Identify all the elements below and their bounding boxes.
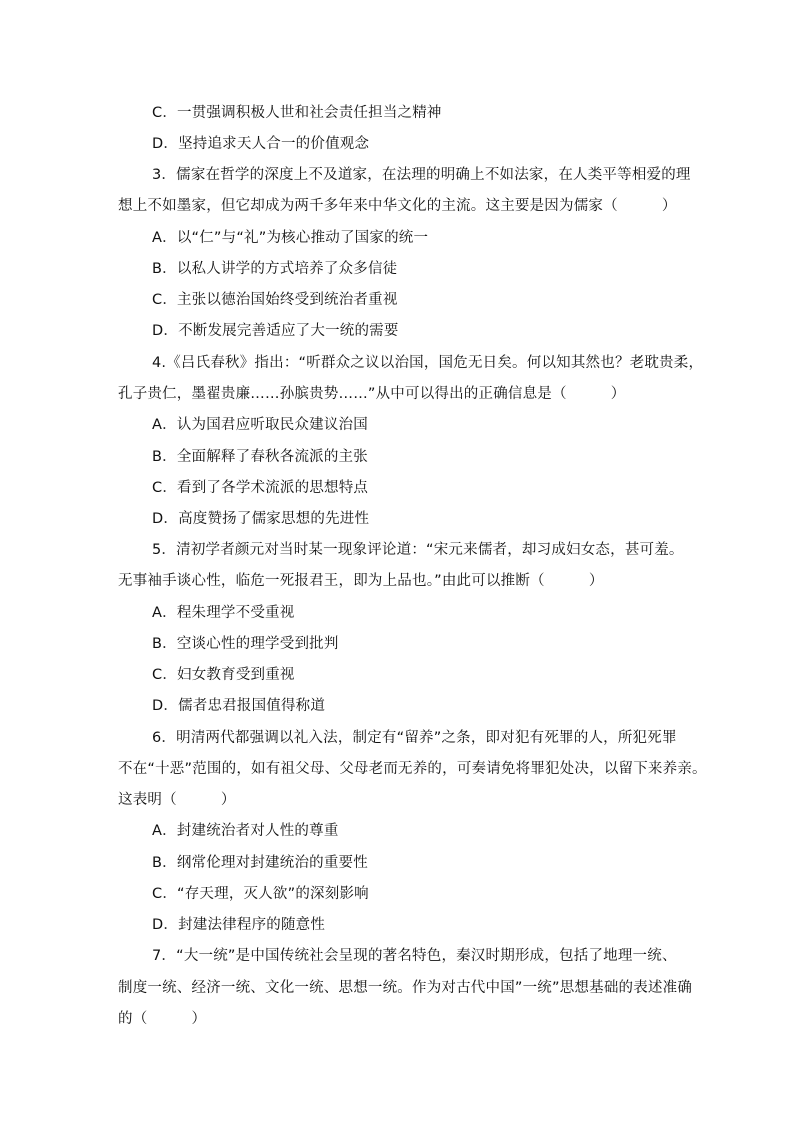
option-d-q4: D．高度赞扬了儒家思想的先进性	[152, 511, 370, 527]
question-7-line-3: 的（ ）	[118, 1011, 207, 1027]
question-6-line-1: 6．明清两代都强调以礼入法，制定有“留养”之条，即对犯有死罪的人，所犯死罪	[152, 730, 677, 746]
option-b-q3: B．以私人讲学的方式培养了众多信徒	[152, 261, 398, 277]
option-a-q6: A．封建统治者对人性的尊重	[152, 823, 339, 839]
option-a-q3: A．以“仁”与“礼”为核心推动了国家的统一	[152, 230, 429, 246]
option-a-q4: A．认为国君应听取民众建议治国	[152, 417, 368, 433]
question-3-line-2: 想上不如墨家，但它却成为两千多年来中华文化的主流。这主要是因为儒家（ ）	[118, 198, 677, 214]
option-c-q6: C．“存天理，灭人欲”的深刻影响	[152, 886, 369, 902]
option-b-q5: B．空谈心性的理学受到批判	[152, 636, 339, 652]
question-6-line-2: 不在“十恶”范围的，如有祖父母、父母老而无养的，可奏请免将罪犯处决，以留下来养亲。	[118, 761, 707, 777]
question-7-line-1: 7．“大一统”是中国传统社会呈现的著名特色，秦汉时期形成，包括了地理一统、	[152, 948, 677, 964]
option-c-q3: C．主张以德治国始终受到统治者重视	[152, 292, 398, 308]
option-d-q6: D．封建法律程序的随意性	[152, 917, 326, 933]
question-5-line-2: 无事袖手谈心性，临危一死报君王，即为上品也。”由此可以推断（ ）	[118, 573, 604, 589]
question-4-line-2: 孔子贵仁，墨翟贵廉……孙膑贵势……”从中可以得出的正确信息是（ ）	[118, 386, 626, 402]
question-3-line-1: 3．儒家在哲学的深度上不及道家，在法理的明确上不如法家，在人类平等相爱的理	[152, 167, 691, 183]
option-d-q3: D．不断发展完善适应了大一统的需要	[152, 323, 399, 339]
question-5-line-1: 5．清初学者颜元对当时某一现象评论道：“宋元来儒者，却习成妇女态，甚可羞。	[152, 542, 684, 558]
option-d-q5: D．儒者忠君报国值得称道	[152, 698, 326, 714]
question-4-line-1: 4.《吕氏春秋》指出：“听群众之议以治国，国危无日矣。何以知其然也？老耽贵柔，	[152, 355, 704, 371]
option-c-q5: C．妇女教育受到重视	[152, 667, 295, 683]
option-a-q5: A．程朱理学不受重视	[152, 605, 295, 621]
option-b-q4: B．全面解释了春秋各流派的主张	[152, 449, 368, 465]
option-b-q6: B．纲常伦理对封建统治的重要性	[152, 855, 368, 871]
option-d-q2: D．坚持追求天人合一的价值观念	[152, 136, 370, 152]
question-6-line-3: 这表明（ ）	[118, 792, 236, 808]
question-7-line-2: 制度一统、经济一统、文化一统、思想一统。作为对古代中国”一统”思想基础的表述准确	[118, 980, 693, 996]
option-c-q4: C．看到了各学术流派的思想特点	[152, 480, 369, 496]
option-c-q2: C．一贯强调积极人世和社会责任担当之精神	[152, 105, 442, 121]
